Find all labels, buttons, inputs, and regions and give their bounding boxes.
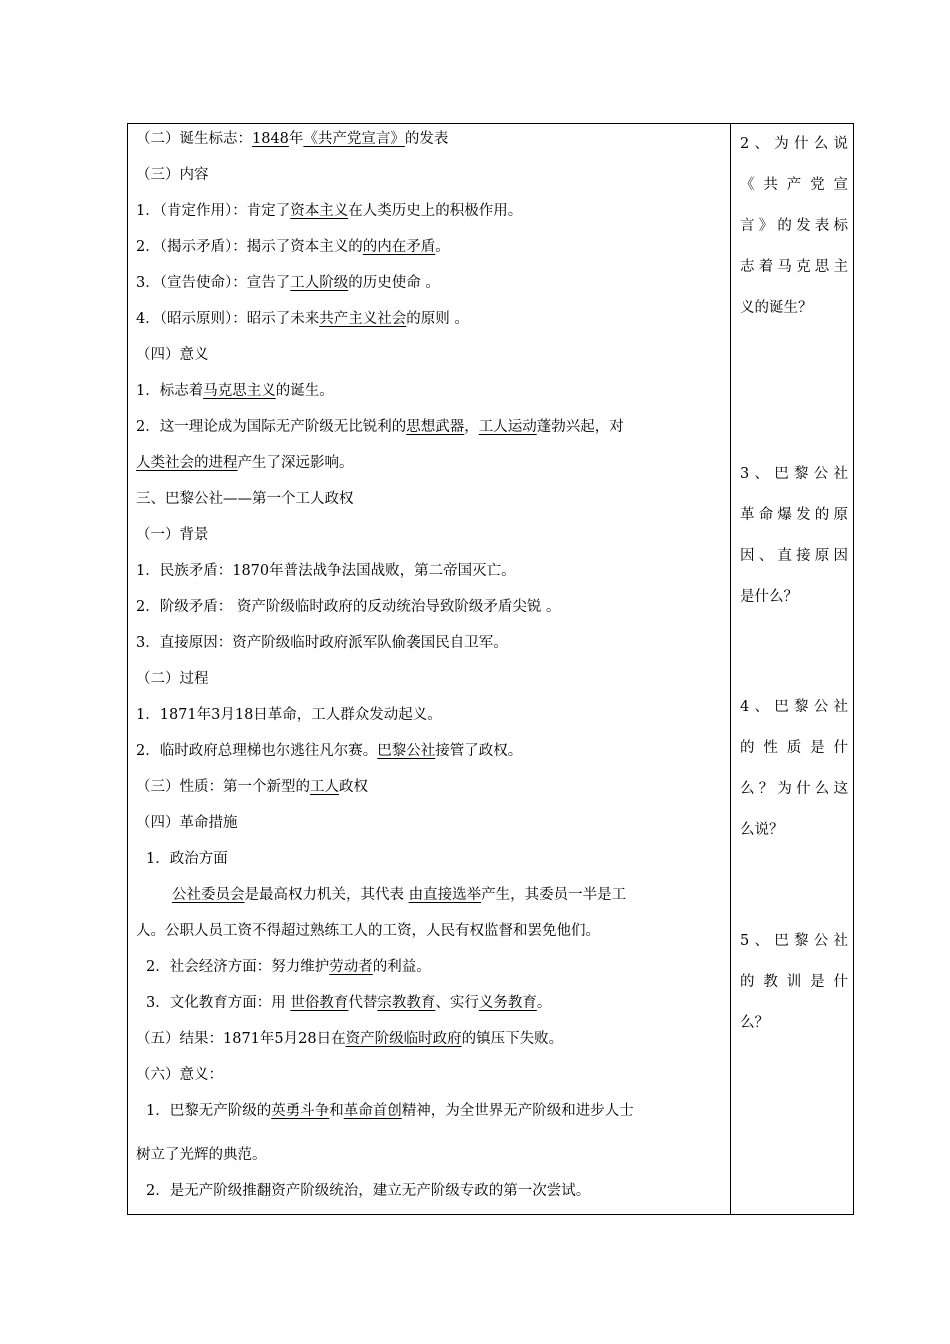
underlined-term: 巴黎公社 xyxy=(377,743,436,759)
content-line xyxy=(136,381,726,401)
content-line xyxy=(136,453,726,473)
underlined-term: 由直接选举 xyxy=(408,887,482,903)
text-run: 的利益。 xyxy=(372,959,431,975)
underlined-term: 共产主义社会 xyxy=(319,311,407,327)
question-line: 么说？ xyxy=(740,822,784,838)
question-line: 5、巴黎公社 xyxy=(740,933,848,949)
question-line: 因、直接原因 xyxy=(740,548,848,564)
text-run: 2．（揭示矛盾）：揭示了资本主义的 xyxy=(136,239,363,255)
text-run: ， xyxy=(464,419,479,435)
question-line: 《共产党宣 xyxy=(740,177,848,193)
underlined-term: 《共产党宣言》 xyxy=(303,131,405,147)
underlined-term: 世俗教育 xyxy=(290,995,349,1011)
question-line: 言》的发表标 xyxy=(740,218,848,234)
text-run: 2．阶级矛盾： 资产阶级临时政府的反动统治导致阶级矛盾尖锐 。 xyxy=(136,599,561,615)
underlined-term: 1848 xyxy=(252,131,289,147)
content-line xyxy=(146,1101,736,1121)
text-run: 蓬勃兴起，对 xyxy=(536,419,624,435)
content-line xyxy=(136,273,726,293)
text-run: 3．（宣告使命）：宣告了 xyxy=(136,275,291,291)
text-run: 接管了政权。 xyxy=(435,743,523,759)
text-run: 的镇压下失败。 xyxy=(461,1031,564,1047)
text-run: 代替 xyxy=(348,995,378,1011)
content-line xyxy=(146,957,736,977)
underlined-term: 思想武器 xyxy=(406,419,465,435)
text-run: 的诞生。 xyxy=(275,383,334,399)
text-run: 3．直接原因：资产阶级临时政府派军队偷袭国民自卫军。 xyxy=(136,635,508,651)
underlined-term: 劳动者 xyxy=(329,959,373,975)
text-run: 1．（肯定作用）：肯定了 xyxy=(136,203,291,219)
underlined-term: 宗教教育 xyxy=(377,995,436,1011)
text-run: 的原则 。 xyxy=(406,311,469,327)
text-run: 4．（昭示原则）：昭示了未来 xyxy=(136,311,320,327)
text-run: 2．临时政府总理梯也尔逃往凡尔赛。 xyxy=(136,743,378,759)
text-run: 、实行 xyxy=(435,995,479,1011)
text-run: 精神，为全世界无产阶级和进步人士 xyxy=(401,1103,634,1119)
content-line xyxy=(136,741,726,761)
question-line: 么？为什么这 xyxy=(740,781,848,797)
underlined-term: 工人 xyxy=(310,779,339,795)
content-line xyxy=(136,1029,726,1049)
question-3 xyxy=(740,454,848,618)
content-line xyxy=(136,777,726,797)
question-2 xyxy=(740,124,848,329)
content-line xyxy=(146,993,736,1013)
text-run: 年 xyxy=(288,131,304,147)
question-line: 的教训是什 xyxy=(740,974,848,990)
text-run: （二）过程 xyxy=(136,671,209,687)
content-line xyxy=(136,813,726,833)
underlined-term: 英勇斗争 xyxy=(271,1103,330,1119)
question-line: 革命爆发的原 xyxy=(740,507,848,523)
underlined-term: 资本主义 xyxy=(290,203,349,219)
content-line xyxy=(136,561,726,581)
question-line: 义的诞生？ xyxy=(740,300,813,316)
text-run: 1．标志着 xyxy=(136,383,204,399)
content-line xyxy=(172,885,762,905)
text-run: 2．是无产阶级推翻资产阶级统治，建立无产阶级专政的第一次尝试。 xyxy=(146,1183,591,1199)
question-line: 4、巴黎公社 xyxy=(740,699,848,715)
text-run: 和 xyxy=(329,1103,344,1119)
content-line xyxy=(136,345,726,365)
underlined-term: 马克思主义 xyxy=(203,383,276,399)
content-line xyxy=(136,633,726,653)
text-run: （五）结果：1871年5月28日在 xyxy=(136,1031,346,1047)
text-run: 3．文化教育方面：用 xyxy=(146,995,291,1011)
question-5 xyxy=(740,921,848,1044)
question-line: 3、巴黎公社 xyxy=(740,466,848,482)
content-line xyxy=(136,705,726,725)
text-run: 。 xyxy=(435,239,450,255)
content-line xyxy=(136,309,726,329)
content-line xyxy=(136,165,726,185)
text-run: 是最高权力机关，其代表 xyxy=(244,887,409,903)
content-line xyxy=(146,1181,736,1201)
question-line: 是什么？ xyxy=(740,589,798,605)
underlined-term: 的内在矛盾 xyxy=(362,239,436,255)
text-run: 三、巴黎公社——第一个工人政权 xyxy=(136,491,354,507)
text-run: 2．社会经济方面：努力维护 xyxy=(146,959,330,975)
text-run: 的历史使命 。 xyxy=(348,275,440,291)
text-run: 树立了光辉的典范。 xyxy=(136,1147,267,1163)
text-run: 1．政治方面 xyxy=(146,851,228,867)
text-run: 政权 xyxy=(339,779,368,795)
text-run: （一）背景 xyxy=(136,527,209,543)
content-line xyxy=(136,597,726,617)
text-run: （四）意义 xyxy=(136,347,209,363)
text-run: 1．民族矛盾：1870年普法战争法国战败，第二帝国灭亡。 xyxy=(136,563,516,579)
underlined-term: 人类社会的进程 xyxy=(136,455,238,471)
content-line xyxy=(136,201,726,221)
text-run: 1．巴黎无产阶级的 xyxy=(146,1103,272,1119)
text-run: 的发表 xyxy=(404,131,449,147)
text-run: 2．这一理论成为国际无产阶级无比锐利的 xyxy=(136,419,407,435)
question-line: 的性质是什 xyxy=(740,740,848,756)
text-run: 人。公职人员工资不得超过熟练工人的工资，人民有权监督和罢免他们。 xyxy=(136,923,600,939)
text-run: 在人类历史上的积极作用。 xyxy=(348,203,523,219)
underlined-term: 工人阶级 xyxy=(290,275,349,291)
content-line xyxy=(136,1145,726,1165)
text-run: （三）性质：第一个新型的 xyxy=(136,779,310,795)
text-run: （六）意义： xyxy=(136,1067,223,1083)
question-line: 2、为什么说 xyxy=(740,136,848,152)
question-line: 么？ xyxy=(740,1015,769,1031)
content-line xyxy=(146,849,736,869)
content-line xyxy=(136,489,726,509)
underlined-term: 资产阶级临时政府 xyxy=(345,1031,462,1047)
content-line xyxy=(136,525,726,545)
content-line xyxy=(136,237,726,257)
content-line xyxy=(136,129,726,149)
question-line: 志着马克思主 xyxy=(740,259,848,275)
underlined-term: 义务教育 xyxy=(478,995,537,1011)
document-table xyxy=(127,123,854,1215)
text-run: 。 xyxy=(536,995,552,1011)
content-line xyxy=(136,1065,726,1085)
content-line xyxy=(136,417,726,437)
question-4 xyxy=(740,687,848,851)
text-run: （四）革命措施 xyxy=(136,815,238,831)
content-line xyxy=(136,669,726,689)
content-line xyxy=(136,921,726,941)
underlined-term: 公社委员会 xyxy=(172,887,245,903)
underlined-term: 工人运动 xyxy=(478,419,537,435)
text-run: （三）内容 xyxy=(136,167,209,183)
text-run: （二）诞生标志： xyxy=(136,131,252,147)
text-run: 产生了深远影响。 xyxy=(237,455,354,471)
text-run: 1．1871年3月18日革命，工人群众发动起义。 xyxy=(136,707,442,723)
underlined-term: 革命首创 xyxy=(343,1103,402,1119)
column-divider xyxy=(730,124,731,1214)
text-run: 产生，其委员一半是工 xyxy=(481,887,627,903)
